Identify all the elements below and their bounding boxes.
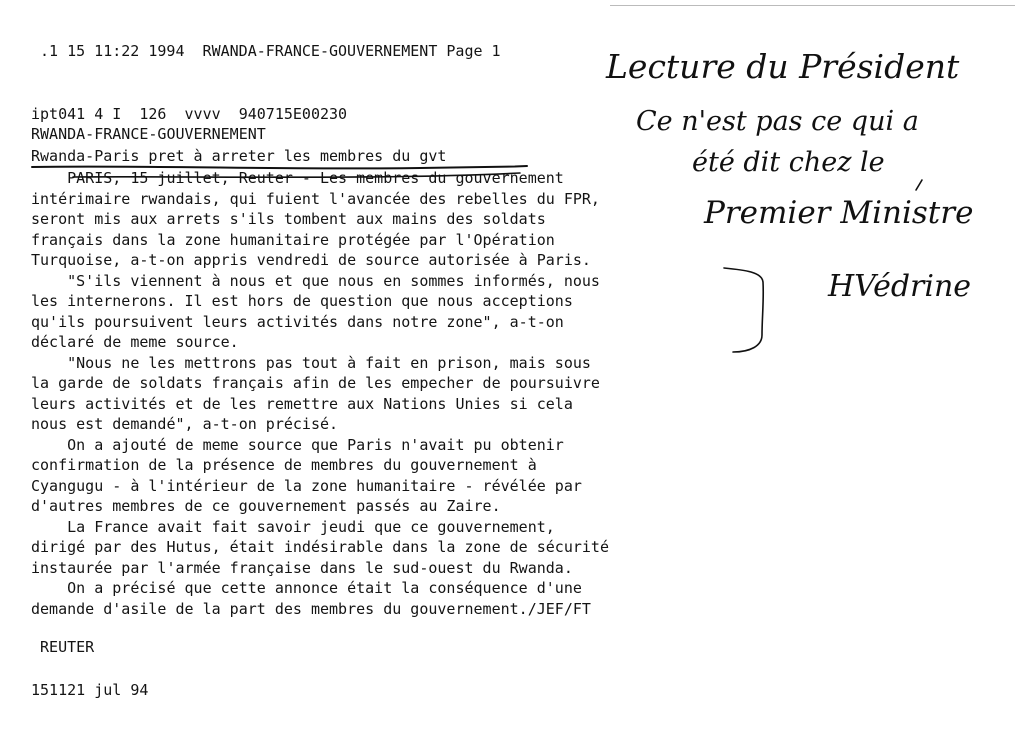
wire-body-line: On a précisé que cette annonce était la conséquence d'une: [31, 579, 582, 597]
wire-dateline-code: 151121 jul 94: [31, 681, 149, 699]
wire-body-line: les internerons. Il est hors de question que nous acceptions: [31, 292, 573, 310]
wire-headline: Rwanda-Paris pret à arreter les membres du gvt: [31, 147, 447, 165]
wire-body-line: dirigé par des Hutus, était indésirable dans la zone de sécurité: [31, 538, 609, 556]
wire-topic: RWANDA-FRANCE-GOUVERNEMENT: [31, 125, 266, 143]
wire-body-line: la garde de soldats français afin de les empecher de poursuivre: [31, 374, 600, 392]
wire-body-line: Turquoise, a-t-on appris vendredi de source autorisée à Paris.: [31, 251, 591, 269]
wire-body-line: d'autres membres de ce gouvernement passés au Zaire.: [31, 497, 501, 515]
wire-body-line: On a ajouté de meme source que Paris n'avait pu obtenir: [31, 435, 564, 454]
wire-sign-off: REUTER: [31, 638, 95, 656]
annotation-line-1: Lecture du Président: [606, 47, 960, 86]
wire-reference-line: ipt041 4 I 126 vvvv 940715E00230: [31, 105, 348, 123]
wire-body-line: intérimaire rwandais, qui fuient l'avancée des rebelles du FPR,: [31, 189, 600, 208]
wire-body-line: PARIS, 15 juillet, Reuter - Les membres du gouvernement: [31, 169, 564, 187]
annotation-line-2: Ce n'est pas ce qui a: [636, 106, 919, 137]
wire-body-line: qu'ils poursuivent leurs activités dans notre zone", a-t-on: [31, 312, 564, 331]
wire-body-line: Cyangugu - à l'intérieur de la zone humanitaire - révélée par: [31, 476, 582, 495]
wire-body-line: "S'ils viennent à nous et que nous en sommes informés, nous: [31, 271, 600, 290]
wire-body-line: nous est demandé", a-t-on précisé.: [31, 415, 339, 433]
wire-body-line: instaurée par l'armée française dans le sud-ouest du Rwanda.: [31, 558, 573, 577]
fax-header-line: .1 15 11:22 1994 RWANDA-FRANCE-GOUVERNEMENT Page 1: [40, 42, 501, 60]
wire-body-line: confirmation de la présence de membres du gouvernement à: [31, 456, 537, 474]
annotation-signature: HVédrine: [828, 269, 972, 304]
margin-bracket: [724, 268, 763, 352]
wire-body-line: déclaré de meme source.: [31, 333, 239, 351]
headline-underline-stroke: [32, 166, 527, 168]
wire-body-line: demande d'asile de la part des membres du gouvernement./JEF/FT: [31, 599, 591, 618]
wire-body-line: "Nous ne les mettrons pas tout à fait en prison, mais sous: [31, 353, 591, 372]
wire-body-line: La France avait fait savoir jeudi que ce gouvernement,: [31, 517, 555, 536]
wire-body-line: seront mis aux arrets s'ils tombent aux mains des soldats: [31, 210, 546, 228]
annotation-arrow-stroke: [916, 180, 922, 190]
wire-body-line: français dans la zone humanitaire protégée par l'Opération: [31, 230, 555, 249]
paris-line-underline-stroke: [73, 173, 520, 177]
annotation-line-4: Premier Ministre: [704, 195, 974, 231]
annotation-line-3: été dit chez le: [692, 147, 885, 178]
wire-body-line: leurs activités et de les remettre aux Nations Unies si cela: [31, 394, 573, 413]
